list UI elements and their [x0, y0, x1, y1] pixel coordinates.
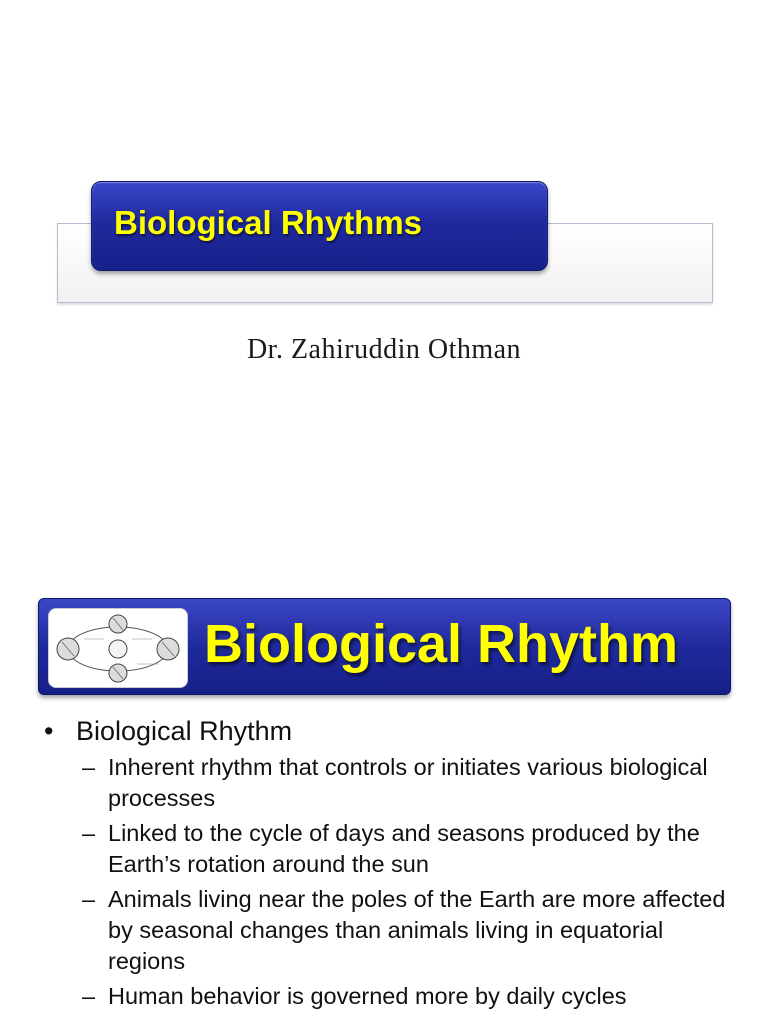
- sub-bullet-item: [44, 818, 744, 880]
- sub-bullet-item: [44, 981, 744, 1012]
- sub-bullet-marker: –: [82, 886, 96, 912]
- bullet-text: Biological Rhythm: [76, 716, 293, 746]
- sub-bullet-text: Linked to the cycle of days and seasons produced by the Earth’s rotation around the sun: [108, 820, 700, 877]
- sub-bullet-marker: –: [82, 820, 96, 846]
- sub-bullet-text: Human behavior is governed more by daily cycles: [108, 983, 627, 1009]
- bullet-list: [44, 714, 744, 1016]
- bullet-item: [44, 714, 744, 748]
- sub-bullet-text: Animals living near the poles of the Earth are more affected by seasonal changes than animals living in equatorial regions: [108, 886, 726, 974]
- slide-banner: [38, 598, 731, 695]
- orbit-diagram-svg: [49, 609, 187, 687]
- sub-bullet-marker: –: [82, 983, 96, 1009]
- sub-bullet-marker: –: [82, 754, 96, 780]
- sub-bullet-item: [44, 752, 744, 814]
- sub-bullet-item: [44, 884, 744, 977]
- banner-title: Biological Rhythm: [204, 614, 679, 674]
- title-box: [91, 181, 548, 271]
- slide-title: Biological Rhythms: [114, 204, 423, 241]
- bullet-marker: •: [44, 716, 54, 746]
- earth-orbit-seasons-diagram-icon: [48, 608, 188, 688]
- sub-bullet-text: Inherent rhythm that controls or initiates various biological processes: [108, 754, 708, 811]
- author-name: Dr. Zahiruddin Othman: [246, 334, 522, 365]
